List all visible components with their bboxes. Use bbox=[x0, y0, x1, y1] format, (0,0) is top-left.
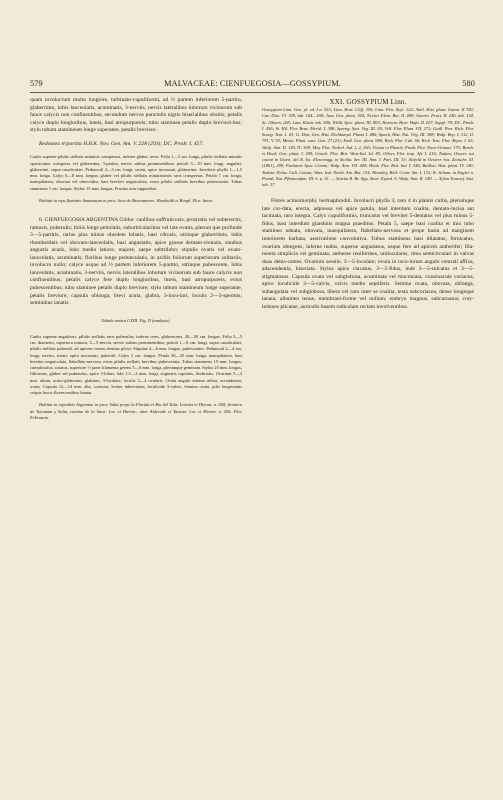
header-rule bbox=[30, 92, 475, 93]
page-header bbox=[30, 77, 475, 91]
species-6-habitat: Habitat in expeditio Argentina in prov. Salta prope la Florida et Rio del Tala: Lorentz et Hieron. n. 384; frontera de Tucuman y Salta, camino de la linea: Lor. et Hieron.; inter Alderade et Tacana: Lor. et Hieron. n. 206. Flor. Februario. bbox=[30, 402, 242, 420]
right-page-number: 580 bbox=[462, 79, 475, 88]
species-6-diagnosis: 6. CIENFUEGOSIA ARGENTINA Gürke: caulibus suffruticosis, prostratis vel subterectis, ramosis, puberulis; foliis longe petiolatis, suborbicularibus vel late ovatis, plerum que profunde 3—5-partitis, rarius plus minus obsolete lobatis, basi cdrosis, utrinque glaberrimis, lobis rhomboideis vel obovato-lanceolatis, basi angustatis, apice grosse dentato-crenatis, sinubus angustis acutis, lobo medio latiore, majore, saepe subtrilobo; stipulis ovatis vel ovato-lanceolatis, acuminatis; floribus longe pedunculatis, in axillis foliorum superiorum solitariis, involucro nullo; calyce usque ad ½ partem inferiorem 5-partito, utrinque pubescente, lobis lanceolatis, acuminatis, 3-nerviis, nervis lateralibus loborum vicinorum sub fauce calycis non confluentibus; petalis calyce fere duplo longioribus, luteis, basi atropurpureis, extus pubescentibus; tubo staminee petalis duplo breviore; stylo tubum stamineum longe superante, petalis breviore; capsula oblonga, brevi acuta, glabra, 3-locu-lari, loculis 2—3-spermis; seminibus lanatis. bbox=[30, 217, 242, 307]
genus-references: Gossypium Linn. Gen. pl. ed. I n. 553; Linn. Hort. Cliff. 350; Linn. Flor. Zeyl. 122; Aubl. Hist. plant. Guian. II 700; Cav. Diss. VI. 309, tab. 164—169; Juss. Gen. plant. 304; Necker Elem. Bot. II. 409; Gaertn. Fruct. II. 246. tab. 134, Sc. Observ. 265; Lam. Illustr. tab. 586; Willd. Spec. plant. III. 803; Hornem. Hort. Hafn. II. 657, Suppl. 78; DC. Prodr. I. 456; St. Hil. Flor. Bras. Merid. I. 388; Spreng. Syst. Veg. III. 95; Vell. Flor. Flum. VII. 271; Guill. Perr. Rich. Flor. Seneg. Tent. I. 63; G. Don, Gen. Hist. Dichlamyd. Plants I. 486; Spach, Hist. Nat. Vég. III. 388; Walp. Rep. I. 312, II. 791, V. 93; Meisn. Plant. vasc. Gen. 27 (23); Endl. Gen. plant. 984; Rich. Flor. Cub. 56; Rich. Tent. Flor. Abyss. I. 63; Walp. Ann. II. 149, IV. 309; Miq. Flor. Nederl. Ind. I, 2, 160; Triana et Planch. Prodr. Flor. Novo-Granat. 170; Benth. et Hook. Gen. plant. I. 209; Griseb. Flor. Brit. West-Ind. Isl. 85; Oliver, Flor. trop. Afr. I. 210; Todaro, Osserv. sui cotoni in Giorn. del R. Ist. d'Incoragg. in Sicilia. Ser. III. Ann. I. Part. III. 33; Alefeld in Oesterr. bot. Zeitschr. XI. (1861), 299; Parlatore Spec. Cotoni; Walp. Ann. VII. 409; Hook. Flor. Brit. Ind. I. 346; Baillon. Hist. plant. IV. 149; Todaro, Relaz. Cult. Cotoni; Wats. Ind. North. Am. Bot. 134; Hemsley, Biol. Centr. Am. I. 133; K. Schum. in Engler u. Prantl, Nat. Pflanzenfam. III. 6. p. 51. — Sturtia R. Br. App. Sturt. Exped. 5; Walp. Ann. II. 149. — Xylon Tournef. Inst. tab. 37. bbox=[262, 107, 474, 187]
synonym-reference: Redoutea tripartita H.B.K. Nov. Gen. Am. V. 228 (293); DC. Prodr. I. 457. bbox=[39, 140, 204, 147]
left-column bbox=[30, 97, 242, 787]
species-6-description: Caulis superne angulosus, pilulis stellatis raris puberulus, inferne teres, glabrescens, 20—50 cm. longus. Folia 3—5 cm. diametro, superiora minora, 3—5-nervia, nervis subtus prominentibus; petioli 1—8 cm. longi, supra canaliculati, pilulis stellatis puberuli, ad apicem versus densius pilosi. Stipulae 4—6 mm. longae, pubescentes. Pedunculi 2—4 cm. longi, teretes, striati, apice incrassati, puberuli. Calyx 2 cm. longus. Petala 30—35 mm. longa, inaequilatera, basi breviter unguiculata, flabellato-nervosa, extus pilulis stellatis brevibus pubescentia. Tubus stamineus 15 mm. longus, cumulosulus, striatus, superiore ½ parte filamenta gerens 5—6 mm. longa, plerumque geminata. Stylus 25 mm. longus, filiformis, glaber vel puberulus, apice 3-lobus; lobi 1,5—2 mm. longi, stigmatis capitatis, fimbriatis. Ovarium 3—4 mm. altum, acuto-globosum, glabrum, 3-loculare, loculis 3—4 ovulatis. Ovula angulo interno affixa, ascendentia, ovata. Capsula 12—14 mm. alta, coriacea, leviter tuberculata, loculicide 3-valvis. Semina ovata, pilis longissimis crispis fusco-flavescentibus lanata. bbox=[30, 333, 242, 396]
species-diagnosis-continued: quam involucrum multo longiore, turbinato-cupuliformi, ad ½ partem inferiorem 5-partito, glaberrimo, lobis lanceolatis, acuminatis, 3-nerviis, nervis lateralibus loborum vicinorum sub fauce calycis non confluentibus, secundum nervos punctulis nigris biserialibus obsitis; petalis calyce duplo longioribus, luteis, basi atropurpureis; tubo staminea petalis duplo breviori-bus; stylo tubum stamineum longe superante, petalis breviore. bbox=[30, 97, 242, 134]
species-description: Caulis superne pilulis stellatis minimis conspersus, inferne glaber, teres. Folia 1—3 cm. longa, pilulis stellatis minutis sparsissime conspersa vel glaberrima, 3-partita, nervis subtus prominentibus; petioli 5—10 mm. longi, angulati, glaberrimi, supra canaliculati. Pedunculi 2—3 cm. longi, striati, apice incrassati, glaberrimi. Involucri phylla 1—1,5 mm. longa. Calyx 6—8 mm. longus, glaber vel pilulis stellatis minutissimis raris conspersus. Petala 7 cm. longa, inaequilatera, obovata vel obovoidea, basi breviter unguiculata, extus pilulis stellatis brevibus pubescentia. Tubus stamineus 1 cm. longus. Stylus 15 mm. longus. Fructus non suppetebat. bbox=[30, 154, 242, 191]
genus-heading: XXI. GOSSYPIUM Linn. bbox=[329, 98, 407, 106]
running-title: MALVACEAE: CIENFUEGOSIA—GOSSYPIUM. bbox=[164, 79, 341, 88]
left-page-number: 579 bbox=[30, 79, 43, 88]
right-column bbox=[262, 97, 474, 787]
habitat-note: Habitat in ripa fluminis Amazonum in prov. Jaen de Bracamoros: Humboldt et Bonpl. Flor. Junio. bbox=[39, 197, 214, 203]
plate-reference: Tabula nostra CXIII. Fig. II (analysis). bbox=[101, 317, 171, 323]
genus-description: Flores actinomorphi, hermaphroditi. Involucri phylla 3, raro 4 in plantis cultis, plerumque late cor-data, erecta, adpressa vel apice patula, basi interdum coalita, dentato-incisa aut laciniata, raro integra. Calyx cupuliformis, truncatus vel breviter 5-dentatus vel plus minus 5-fidus, basi interdum glandulis magna praeditus. Petala 5, saepe basi coalita et imo tubo stamineo adnata, obovata, inaequilatera, flabellato-nervosa et prope basin ad marginem interiorem barbata, aestivatione convolutiva. Tubus stamineus basi dilatatus, fornicatus, ovarium obtegens, inferne nudus, superne angustatus, usque fere ad apicem antherifer; fila-menta simplicia vel geminata; antherae reniformes, uniloculares, rima semicirculari in valvas duas dehis-centes. Ovarium sessile, 3—5-loculare; ovula in locu-lorum angulo centrali affixa, adscendentia, biseriata. Stylus apice clavatus, 3—5-fidus, inde 3—5-sulcatus et 3—5-stigmatosus. Capsula ovata vel subglobosa, acuminata vel mucronata, crassiuscule coriacea, apice loculicide 3—5-valvis, valvis medio septiferis. Semina ovata, obovata, oblonga, subangulata vel subglobosa, libera vel raro inter se coalita, testa subcoriacea, dense longeque lanata; albumen tenue, membrani-forme vel nullum; embryo magnus, subcuroatus; coty-ledones plicatae, auriculis basem radiculam rectam involventibus. bbox=[262, 198, 474, 310]
